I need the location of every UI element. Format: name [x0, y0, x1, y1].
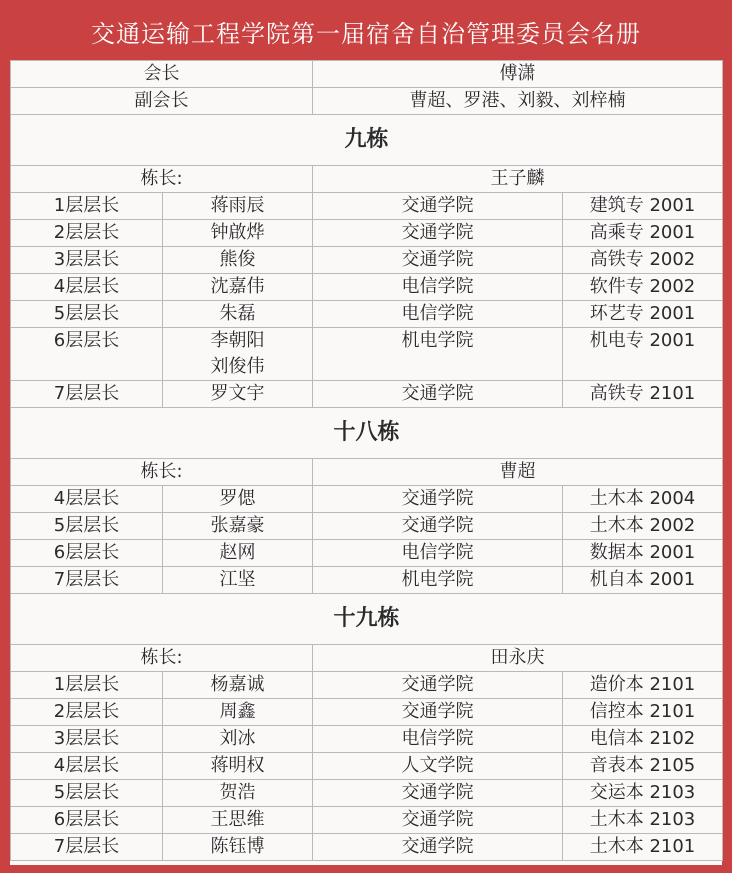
- table-row: [11, 274, 723, 301]
- class-cell: 土木本 2103: [563, 807, 723, 834]
- floor-cell: 2层层长: [11, 220, 163, 247]
- class-cell: 土木本 2101: [563, 834, 723, 861]
- member-name: 赵网: [219, 542, 256, 563]
- class-cell: 高铁专 2101: [563, 381, 723, 408]
- member-name: 李朝阳: [210, 330, 265, 351]
- college-cell: 电信学院: [313, 540, 563, 567]
- floor-cell: 5层层长: [11, 513, 163, 540]
- member-name: 朱磊: [219, 303, 256, 324]
- member-name: 罗偲: [219, 488, 256, 509]
- building-head-name: 王子麟: [313, 166, 723, 193]
- roster-table: [10, 60, 723, 861]
- floor-cell: 7层层长: [11, 381, 163, 408]
- building-head-row: [11, 459, 723, 486]
- class-cell: 音表本 2105: [563, 753, 723, 780]
- table-row: [11, 247, 723, 274]
- college-cell: 交通学院: [313, 780, 563, 807]
- name-cell: [163, 834, 313, 861]
- name-cell: [163, 220, 313, 247]
- name-cell: [163, 807, 313, 834]
- member-name: 钟啟烨: [210, 222, 265, 243]
- college-cell: 交通学院: [313, 247, 563, 274]
- name-cell: [163, 672, 313, 699]
- member-name: 周鑫: [219, 701, 256, 722]
- college-cell: 交通学院: [313, 220, 563, 247]
- building-head-label: 栋长:: [11, 166, 313, 193]
- college-cell: 机电学院: [313, 567, 563, 594]
- floor-cell: 3层层长: [11, 726, 163, 753]
- table-row: [11, 486, 723, 513]
- name-cell: [163, 513, 313, 540]
- class-cell: 机电专 2001: [563, 328, 723, 381]
- roster-frame: [10, 8, 722, 865]
- member-name: 江坚: [219, 569, 256, 590]
- floor-cell: 6层层长: [11, 807, 163, 834]
- name-cell: [163, 274, 313, 301]
- name-cell: [163, 193, 313, 220]
- section-title: 十九栋: [11, 594, 723, 645]
- member-name: 刘俊伟: [210, 356, 265, 377]
- table-row: [11, 540, 723, 567]
- college-cell: 电信学院: [313, 274, 563, 301]
- name-cell: [163, 753, 313, 780]
- table-row: [11, 381, 723, 408]
- member-name: 蒋雨辰: [210, 195, 265, 216]
- table-row: [11, 780, 723, 807]
- floor-cell: 1层层长: [11, 672, 163, 699]
- class-cell: 软件专 2002: [563, 274, 723, 301]
- building-head-label: 栋长:: [11, 645, 313, 672]
- member-name: 熊俊: [219, 249, 256, 270]
- section-heading-row: [11, 115, 723, 166]
- member-name: 罗文宇: [210, 383, 265, 404]
- table-row: [11, 513, 723, 540]
- leader-role: 会长: [11, 61, 313, 88]
- class-cell: 信控本 2101: [563, 699, 723, 726]
- floor-cell: 3层层长: [11, 247, 163, 274]
- floor-cell: 5层层长: [11, 780, 163, 807]
- name-cell: [163, 726, 313, 753]
- college-cell: 交通学院: [313, 699, 563, 726]
- name-cell: [163, 780, 313, 807]
- table-row: [11, 807, 723, 834]
- floor-cell: 4层层长: [11, 274, 163, 301]
- leader-names: 傅潇: [313, 61, 723, 88]
- floor-cell: 7层层长: [11, 567, 163, 594]
- name-cell: [163, 567, 313, 594]
- table-row: [11, 193, 723, 220]
- college-cell: 交通学院: [313, 672, 563, 699]
- page-title: 交通运输工程学院第一届宿舍自治管理委员会名册: [10, 8, 722, 60]
- college-cell: 人文学院: [313, 753, 563, 780]
- class-cell: 土木本 2004: [563, 486, 723, 513]
- class-cell: 数据本 2001: [563, 540, 723, 567]
- member-name: 杨嘉诚: [210, 674, 265, 695]
- table-row: [11, 220, 723, 247]
- member-name: 蒋明权: [210, 755, 265, 776]
- member-name: 陈钰博: [210, 836, 265, 857]
- building-head-row: [11, 166, 723, 193]
- table-row: [11, 753, 723, 780]
- college-cell: 电信学院: [313, 726, 563, 753]
- name-cell: [163, 328, 313, 381]
- leader-row: [11, 88, 723, 115]
- name-cell: [163, 381, 313, 408]
- leader-row: [11, 61, 723, 88]
- leader-names: 曹超、罗港、刘毅、刘梓楠: [313, 88, 723, 115]
- section-title: 十八栋: [11, 408, 723, 459]
- college-cell: 电信学院: [313, 301, 563, 328]
- class-cell: 环艺专 2001: [563, 301, 723, 328]
- member-name: 刘冰: [219, 728, 256, 749]
- class-cell: 建筑专 2001: [563, 193, 723, 220]
- table-row: [11, 699, 723, 726]
- table-row: [11, 301, 723, 328]
- leader-role: 副会长: [11, 88, 313, 115]
- class-cell: 土木本 2002: [563, 513, 723, 540]
- college-cell: 交通学院: [313, 486, 563, 513]
- member-name: 贺浩: [219, 782, 256, 803]
- table-row: [11, 567, 723, 594]
- floor-cell: 1层层长: [11, 193, 163, 220]
- floor-cell: 6层层长: [11, 328, 163, 381]
- class-cell: 高铁专 2002: [563, 247, 723, 274]
- floor-cell: 5层层长: [11, 301, 163, 328]
- table-row: [11, 328, 723, 381]
- table-row: [11, 726, 723, 753]
- class-cell: 电信本 2102: [563, 726, 723, 753]
- name-cell: [163, 301, 313, 328]
- building-head-name: 曹超: [313, 459, 723, 486]
- floor-cell: 2层层长: [11, 699, 163, 726]
- college-cell: 交通学院: [313, 834, 563, 861]
- section-heading-row: [11, 408, 723, 459]
- building-head-row: [11, 645, 723, 672]
- class-cell: 高乘专 2001: [563, 220, 723, 247]
- floor-cell: 6层层长: [11, 540, 163, 567]
- building-head-name: 田永庆: [313, 645, 723, 672]
- name-cell: [163, 486, 313, 513]
- name-cell: [163, 540, 313, 567]
- floor-cell: 4层层长: [11, 486, 163, 513]
- class-cell: 造价本 2101: [563, 672, 723, 699]
- member-name: 张嘉豪: [210, 515, 265, 536]
- building-head-label: 栋长:: [11, 459, 313, 486]
- member-name: 王思维: [210, 809, 265, 830]
- name-cell: [163, 699, 313, 726]
- college-cell: 交通学院: [313, 193, 563, 220]
- college-cell: 交通学院: [313, 807, 563, 834]
- class-cell: 交运本 2103: [563, 780, 723, 807]
- name-cell: [163, 247, 313, 274]
- member-name: 沈嘉伟: [210, 276, 265, 297]
- college-cell: 交通学院: [313, 513, 563, 540]
- section-heading-row: [11, 594, 723, 645]
- table-row: [11, 834, 723, 861]
- section-title: 九栋: [11, 115, 723, 166]
- class-cell: 机自本 2001: [563, 567, 723, 594]
- floor-cell: 4层层长: [11, 753, 163, 780]
- floor-cell: 7层层长: [11, 834, 163, 861]
- college-cell: 机电学院: [313, 328, 563, 381]
- table-row: [11, 672, 723, 699]
- college-cell: 交通学院: [313, 381, 563, 408]
